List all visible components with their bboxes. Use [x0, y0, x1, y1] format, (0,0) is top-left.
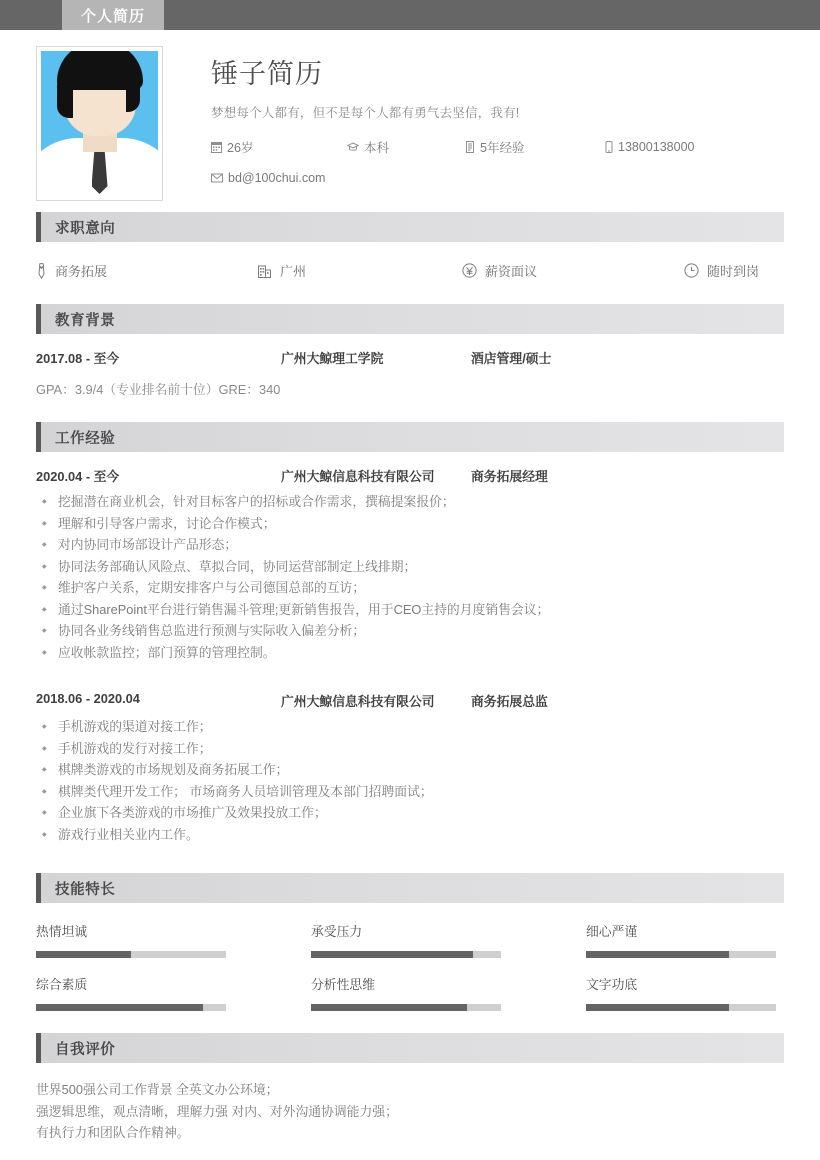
skill-bar-fill: [36, 951, 131, 958]
meta-education: [347, 138, 465, 156]
intention-position-label: 商务拓展: [55, 264, 108, 279]
intention-salary-label: 薪资面议: [485, 264, 538, 279]
skill-bar-track: [36, 1004, 226, 1011]
list-item: ◆ 手机游戏的渠道对接工作；: [36, 716, 784, 738]
meta-education-label: 本科: [364, 140, 390, 155]
skill-label: 分析性思维: [311, 977, 375, 992]
list-item: ◆ 手机游戏的发行对接工作；: [36, 738, 784, 760]
skill-bar-track: [36, 951, 226, 958]
meta-experience: [465, 138, 605, 156]
section-header-education: [36, 304, 784, 334]
education-major: 酒店管理/硕士: [471, 351, 552, 366]
work-position: 商务拓展总监: [471, 694, 548, 709]
envelope-icon: [211, 173, 223, 183]
skill-label: 热情坦诚: [36, 924, 88, 939]
spacer: [0, 398, 820, 422]
evaluation-block: [36, 1063, 784, 1144]
intention-availability-label: 随时到岗: [707, 264, 760, 279]
profile-slogan: 梦想每个人都有，但不是每个人都有勇气去坚信，我有!: [211, 105, 520, 120]
graduation-cap-icon: [347, 141, 359, 153]
mobile-phone-icon: [605, 141, 613, 153]
necktie-icon: [36, 263, 47, 279]
skill-bar-fill: [311, 951, 473, 958]
spacer: [0, 280, 820, 304]
list-item: ◆ 企业旗下各类游戏的市场推广及效果投放工作；: [36, 802, 784, 824]
skill-bar-track: [311, 951, 501, 958]
identity-block: [163, 46, 694, 212]
work-company: 广州大鲸信息科技有限公司: [281, 694, 435, 709]
profile-meta-row-1: [211, 138, 694, 156]
education-school: 广州大鲸理工学院: [281, 351, 384, 366]
avatar-hair-side-right: [126, 78, 140, 112]
meta-age-label: 26岁: [227, 140, 254, 155]
list-item: ◆ 协同法务部确认风险点、草拟合同，协同运营部制定上线排期；: [36, 556, 784, 578]
section-title-education: 教育背景: [55, 312, 116, 329]
work-period: 2020.04 - 至今: [36, 469, 120, 484]
list-item: ◆ 维护客户关系，定期安排客户与公司德国总部的互访；: [36, 577, 784, 599]
work-block: [36, 452, 784, 845]
skill-label: 承受压力: [311, 924, 363, 939]
skill-bar-fill: [586, 1004, 729, 1011]
skill-bar-track: [586, 1004, 776, 1011]
list-item: ◆ 棋牌类代理开发工作； 市场商务人员培训管理及本部门招聘面试；: [36, 781, 784, 803]
intention-salary: [462, 261, 684, 280]
meta-email[interactable]: [211, 171, 325, 185]
section-header-work: [36, 422, 784, 452]
list-item: ◆ 协同各业务线销售总监进行预测与实际收入偏差分析；: [36, 620, 784, 642]
list-item: ◆ 通过SharePoint平台进行销售漏斗管理;更新销售报告，用于CEO主持的月度销售会议；: [36, 599, 784, 621]
section-accent-bar: [36, 1033, 41, 1063]
skill-item: [36, 921, 311, 958]
tab-resume-label: 个人简历: [80, 7, 145, 25]
spacer: [36, 663, 784, 677]
clock-icon: [684, 263, 699, 278]
avatar-frame: [36, 46, 163, 201]
intention-position: [36, 261, 258, 280]
meta-experience-label: 5年经验: [480, 140, 525, 155]
list-item: ◆ 棋牌类游戏的市场规划及商务拓展工作；: [36, 759, 784, 781]
skill-bar-fill: [586, 951, 729, 958]
page-title: 锤子简历: [211, 59, 323, 89]
work-company: 广州大鲸信息科技有限公司: [281, 469, 435, 484]
calendar-icon: [211, 141, 222, 153]
section-title-skills: 技能特长: [55, 881, 116, 898]
section-accent-bar: [36, 212, 41, 242]
skill-item: [586, 921, 781, 958]
skill-bar-fill: [36, 1004, 203, 1011]
meta-phone-label: 13800138000: [618, 139, 695, 154]
section-header-skills: [36, 873, 784, 903]
list-item: ◆ 应收帐款监控；部门预算的管理控制。: [36, 642, 784, 664]
building-icon: [258, 264, 272, 278]
skill-label: 综合素质: [36, 977, 88, 992]
avatar-hair-side-left: [57, 76, 73, 118]
skill-label: 文字功底: [586, 977, 638, 992]
section-accent-bar: [36, 304, 41, 334]
avatar: [41, 51, 158, 196]
section-title-evaluation: 自我评价: [55, 1041, 116, 1058]
document-icon: [465, 141, 475, 153]
list-item: ◆ 理解和引导客户需求，讨论合作模式；: [36, 513, 784, 535]
work-position: 商务拓展经理: [471, 469, 548, 484]
meta-phone: [605, 140, 694, 154]
evaluation-line: 强逻辑思维，观点清晰，理解力强 对内、对外沟通协调能力强；: [36, 1103, 398, 1119]
skill-label: 细心严谨: [586, 924, 638, 939]
intention-city-label: 广州: [280, 264, 307, 279]
evaluation-line: 有执行力和团队合作精神。: [36, 1125, 190, 1140]
meta-age: [211, 138, 347, 156]
tab-resume[interactable]: [62, 0, 164, 30]
evaluation-line: 世界500强公司工作背景 全英文办公环境；: [36, 1082, 279, 1097]
section-accent-bar: [36, 422, 41, 452]
skill-item: [36, 974, 311, 1011]
skills-grid: [36, 903, 784, 1027]
work-entry-head: [36, 452, 784, 485]
work-entry: [36, 452, 784, 663]
education-detail: GPA：3.9/4（专业排名前十位）GRE：340: [36, 382, 281, 397]
section-header-intention: [36, 212, 784, 242]
profile-meta-row-2: [211, 171, 694, 185]
profile-header: [0, 30, 820, 212]
list-item: ◆ 对内协同市场部设计产品形态；: [36, 534, 784, 556]
work-entry-head: [36, 677, 784, 710]
intention-city: [258, 261, 462, 280]
spacer: [0, 845, 820, 873]
skill-bar-fill: [311, 1004, 467, 1011]
section-title-intention: 求职意向: [55, 220, 116, 237]
skill-bar-track: [311, 1004, 501, 1011]
section-header-evaluation: [36, 1033, 784, 1063]
work-entry: [36, 677, 784, 845]
meta-email-label: bd@100chui.com: [228, 170, 326, 185]
top-bar: [0, 0, 820, 30]
avatar-tie: [92, 150, 108, 194]
work-period: 2018.06 - 2020.04: [36, 691, 140, 706]
education-entry-head: [36, 334, 784, 367]
yen-money-icon: [462, 263, 477, 278]
skill-bar-track: [586, 951, 776, 958]
section-title-work: 工作经验: [55, 430, 116, 447]
skill-item: [586, 974, 781, 1011]
education-period: 2017.08 - 至今: [36, 351, 120, 366]
intention-availability: [684, 261, 759, 280]
section-accent-bar: [36, 873, 41, 903]
list-item: ◆ 挖掘潜在商业机会，针对目标客户的招标或合作需求，撰稿提案报价；: [36, 491, 784, 513]
skill-item: [311, 974, 586, 1011]
education-block: [36, 334, 784, 398]
list-item: ◆ 游戏行业相关业内工作。: [36, 824, 784, 846]
skill-item: [311, 921, 586, 958]
work-bullets: [36, 710, 784, 845]
work-bullets: [36, 485, 784, 663]
intention-row: [36, 242, 784, 280]
